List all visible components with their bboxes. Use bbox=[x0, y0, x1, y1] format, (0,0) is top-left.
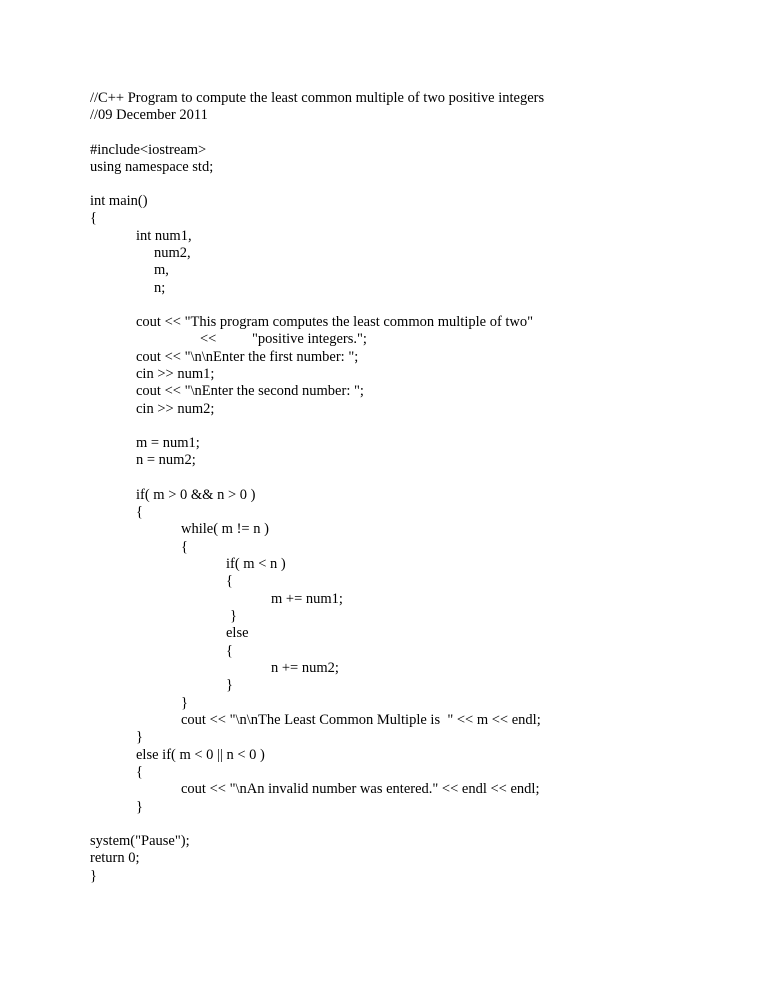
code-line: m = num1; bbox=[136, 435, 200, 451]
code-line: n += num2; bbox=[271, 660, 339, 676]
code-line: } bbox=[90, 868, 97, 884]
code-line: num2, bbox=[154, 245, 191, 261]
code-line: { bbox=[181, 539, 188, 555]
code-line: return 0; bbox=[90, 850, 140, 866]
code-line: if( m > 0 && n > 0 ) bbox=[136, 487, 256, 503]
code-line: { bbox=[226, 573, 233, 589]
code-line: else bbox=[226, 625, 249, 641]
code-line: } bbox=[181, 695, 188, 711]
code-line: #include<iostream> bbox=[90, 142, 207, 158]
code-line: int main() bbox=[90, 193, 148, 209]
code-line: while( m != n ) bbox=[181, 521, 269, 537]
code-line: } bbox=[136, 729, 143, 745]
code-line: cout << "\nAn invalid number was entered." << endl << endl; bbox=[181, 781, 540, 797]
code-line: cin >> num2; bbox=[136, 401, 215, 417]
code-line: system("Pause"); bbox=[90, 833, 190, 849]
code-line: } bbox=[230, 608, 237, 624]
comment-title: //C++ Program to compute the least common multiple of two positive integers bbox=[90, 90, 545, 106]
code-line: { bbox=[226, 643, 233, 659]
code-line: n = num2; bbox=[136, 452, 196, 468]
code-line: "positive integers."; bbox=[252, 331, 367, 347]
code-line: { bbox=[90, 210, 97, 226]
code-line: using namespace std; bbox=[90, 159, 214, 175]
code-line: cout << "\n\nEnter the first number: "; bbox=[136, 349, 359, 365]
code-line: m += num1; bbox=[271, 591, 343, 607]
code-line: int num1, bbox=[136, 228, 192, 244]
code-line: cout << "\nEnter the second number: "; bbox=[136, 383, 364, 399]
code-line: cout << "This program computes the least common multiple of two" bbox=[136, 314, 534, 330]
code-line: } bbox=[226, 677, 233, 693]
code-line: cin >> num1; bbox=[136, 366, 215, 382]
code-line: cout << "\n\nThe Least Common Multiple is " << m << endl; bbox=[181, 712, 541, 728]
code-line: } bbox=[136, 799, 143, 815]
code-line: { bbox=[136, 764, 143, 780]
code-line: if( m < n ) bbox=[226, 556, 286, 572]
code-line: { bbox=[136, 504, 143, 520]
code-line: n; bbox=[154, 280, 166, 296]
code-line: else if( m < 0 || n < 0 ) bbox=[136, 747, 265, 763]
code-line: << bbox=[200, 331, 217, 347]
comment-date: //09 December 2011 bbox=[90, 107, 208, 123]
code-line: m, bbox=[154, 262, 169, 278]
